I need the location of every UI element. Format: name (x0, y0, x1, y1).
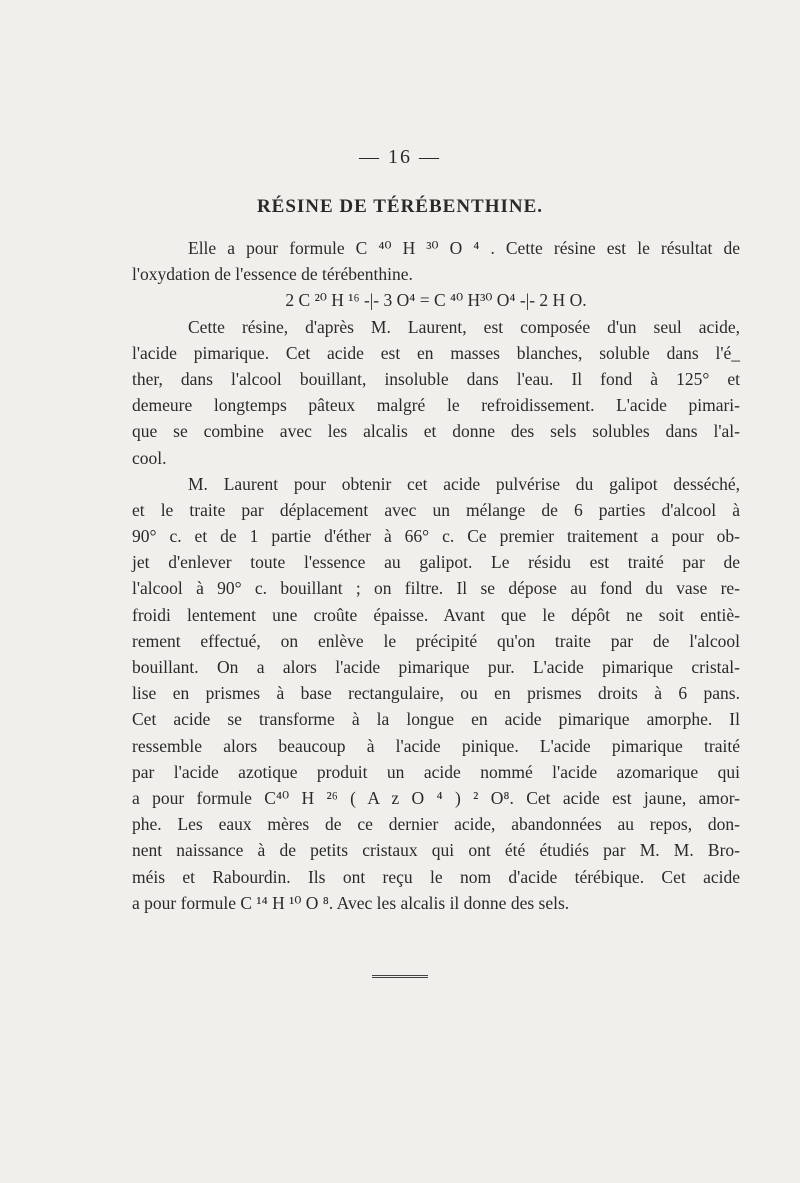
text-line: méis et Rabourdin. Ils ont reçu le nom d'acide térébique. Cet acide (132, 866, 740, 887)
text-line: et le traite par déplacement avec un mélange de 6 parties d'alcool à (132, 499, 740, 520)
text-line: Cette résine, d'après M. Laurent, est composée d'un seul acide, (188, 316, 740, 337)
text-line: par l'acide azotique produit un acide nommé l'acide azomarique qui (132, 761, 740, 782)
text-line: cool. (132, 447, 167, 468)
text-line: nent naissance à de petits cristaux qui ont été étudiés par M. M. Bro- (132, 840, 740, 861)
text-line: Cet acide se transforme à la longue en acide pimarique amorphe. Il (132, 709, 740, 730)
body-text (132, 235, 740, 916)
text-line: l'acide pimarique. Cet acide est en masses blanches, soluble dans l'é_ (132, 342, 740, 363)
text-line: a pour formule C⁴⁰ H ²⁶ ( A z O ⁴ ) ² O⁸. Cet acide est jaune, amor- (132, 787, 740, 808)
text-line: ther, dans l'alcool bouillant, insoluble dans l'eau. Il fond à 125° et (132, 368, 740, 389)
text-line: jet d'enlever toute l'essence au galipot. Le résidu est traité par de (132, 552, 740, 573)
text-line: demeure longtemps pâteux malgré le refroidissement. L'acide pimari- (132, 395, 740, 416)
text-line: froidi lentement une croûte épaisse. Avant que le dépôt ne soit entiè- (132, 604, 740, 625)
text-line: phe. Les eaux mères de ce dernier acide, abandonnées au repos, don- (132, 814, 740, 835)
chemical-equation: 2 C ²⁰ H ¹⁶ -|- 3 O⁴ = C ⁴⁰ H³⁰ O⁴ -|- 2 H O. (285, 290, 587, 311)
text-line: ressemble alors beaucoup à l'acide pinique. L'acide pimarique traité (132, 735, 740, 756)
page-number: — 16 — (359, 146, 441, 168)
text-line: rement effectué, on enlève le précipité qu'on traite par de l'alcool (132, 630, 740, 651)
text-line: Elle a pour formule C ⁴⁰ H ³⁰ O ⁴ . Cette résine est le résultat de (188, 238, 740, 258)
text-line: l'oxydation de l'essence de térébenthine. (132, 264, 413, 285)
text-line: a pour formule C ¹⁴ H ¹⁰ O ⁸. Avec les alcalis il donne des sels. (132, 892, 570, 913)
section-title: RÉSINE DE TÉRÉBENTHINE. (256, 196, 544, 217)
text-line: l'alcool à 90° c. bouillant ; on filtre. Il se dépose au fond du vase re- (132, 578, 740, 599)
text-line: lise en prismes à base rectangulaire, ou en prismes droits à 6 pans. (132, 683, 740, 704)
text-line: M. Laurent pour obtenir cet acide pulvérise du galipot desséché, (188, 473, 740, 494)
text-line: bouillant. On a alors l'acide pimarique pur. L'acide pimarique cristal- (132, 657, 740, 677)
end-rule-divider (372, 975, 428, 978)
text-line: 90° c. et de 1 partie d'éther à 66° c. Ce premier traitement a pour ob- (132, 526, 740, 547)
text-line: que se combine avec les alcalis et donne des sels solubles dans l'al- (132, 421, 740, 442)
